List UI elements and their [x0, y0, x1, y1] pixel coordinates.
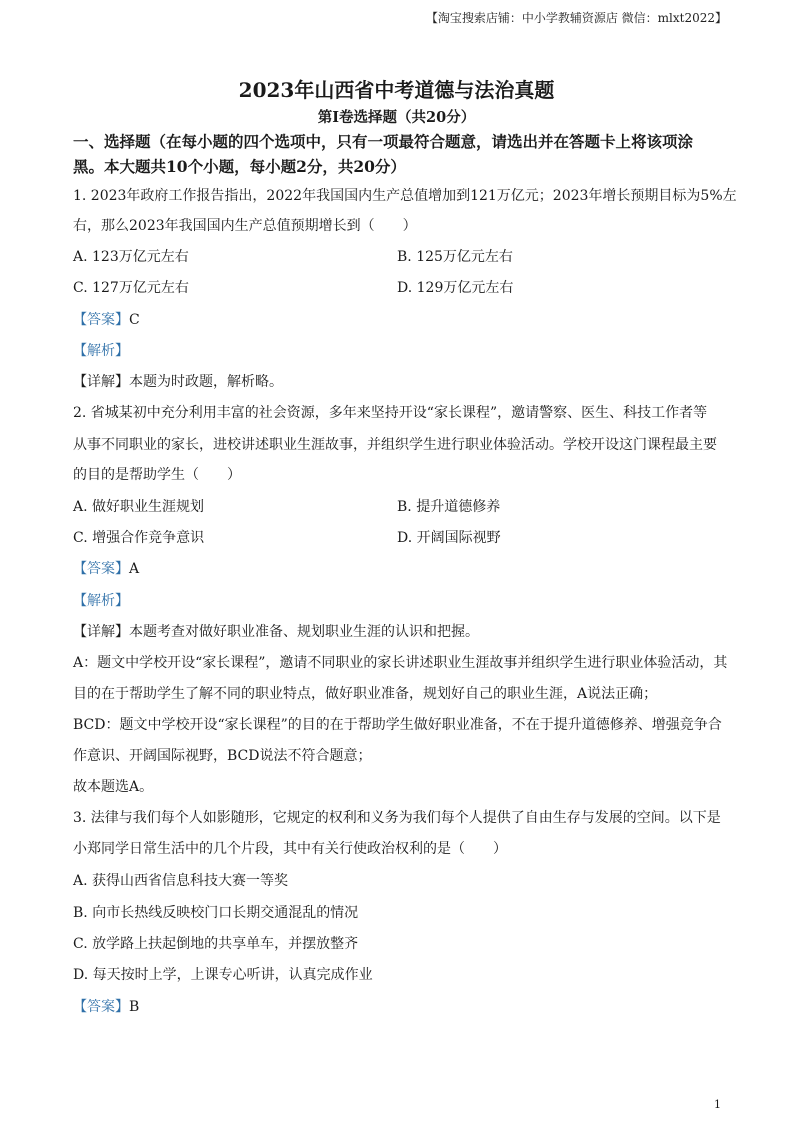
answer-label: 【答案】: [73, 312, 129, 328]
q1-answer-value: C: [129, 312, 140, 328]
q2-detail-text: 本题考查对做好职业准备、规划职业生涯的认识和把握。: [129, 624, 479, 640]
q2-explanation-line2: 目的在于帮助学生了解不同的职业特点，做好职业准备，规划好自己的职业生涯，A说法正确；: [73, 686, 658, 702]
answer-label: 【答案】: [73, 561, 129, 577]
header-note: 【淘宝搜索店铺：中小学教辅资源店 微信：mlxt2022】: [425, 11, 727, 25]
q2-option-c: C. 增强合作竞争意识: [73, 530, 205, 546]
detail-label: 【详解】: [73, 374, 129, 390]
q1-detail: [73, 371, 283, 391]
q3-stem-line2: 小郑同学日常生活中的几个片段，其中有关行使政治权利的是（ ）: [73, 841, 507, 857]
page-title: 2023年山西省中考道德与法治真题: [238, 78, 555, 102]
page-subtitle: 第Ⅰ卷选择题（共20分）: [317, 109, 476, 126]
q2-analysis-label: [73, 590, 129, 610]
q3-answer: [73, 996, 139, 1016]
detail-label: 【详解】: [73, 624, 129, 640]
q2-explanation-line3: BCD：题文中学校开设“家长课程”的目的在于帮助学生做好职业准备，不在于提升道德修养、增强竞争合: [73, 717, 722, 733]
q1-detail-text: 本题为时政题，解析略。: [129, 374, 283, 390]
analysis-label: 【解析】: [73, 593, 129, 609]
q2-option-a: A. 做好职业生涯规划: [73, 499, 205, 515]
q1-answer: [73, 309, 140, 329]
q1-stem-line1: 1. 2023年政府工作报告指出，2022年我国国内生产总值增加到121万亿元；2023年增长预期目标为5%左: [73, 188, 737, 204]
q2-answer: [73, 558, 139, 578]
q2-explanation-line4: 作意识、开阔国际视野，BCD说法不符合题意；: [73, 748, 372, 764]
analysis-label: 【解析】: [73, 343, 129, 359]
q2-stem-line1: 2. 省城某初中充分利用丰富的社会资源，多年来坚持开设“家长课程”，邀请警察、医生、科技工作者等: [73, 405, 708, 421]
section-heading-line2: 黑。本大题共10个小题，每小题2分，共20分）: [73, 157, 406, 176]
q2-option-b: B. 提升道德修养: [397, 499, 501, 515]
q1-option-d: D. 129万亿元左右: [397, 280, 514, 296]
q1-stem-line2: 右，那么2023年我国国内生产总值预期增长到（ ）: [73, 218, 417, 234]
q1-analysis-label: [73, 340, 129, 360]
q1-option-b: B. 125万亿元左右: [397, 249, 513, 265]
q2-stem-line2: 从事不同职业的家长，进校讲述职业生涯故事，并组织学生进行职业体验活动。学校开设这门课程最主要: [73, 437, 717, 453]
q2-conclusion: 故本题选A。: [73, 779, 154, 795]
q2-detail: [73, 621, 479, 641]
section-heading-line1: 一、选择题（在每小题的四个选项中，只有一项最符合题意，请选出并在答题卡上将该项涂: [73, 132, 694, 151]
q3-option-d: D. 每天按时上学，上课专心听讲，认真完成作业: [73, 967, 373, 983]
q1-option-c: C. 127万亿元左右: [73, 280, 189, 296]
q1-option-a: A. 123万亿元左右: [73, 249, 189, 265]
q2-answer-value: A: [129, 561, 140, 577]
page-number: 1: [714, 1098, 721, 1111]
q2-option-d: D. 开阔国际视野: [397, 530, 501, 546]
q2-explanation-line1: A：题文中学校开设“家长课程”，邀请不同职业的家长讲述职业生涯故事并组织学生进行职业体验活动，其: [73, 655, 728, 671]
answer-label: 【答案】: [73, 999, 129, 1015]
q3-option-c: C. 放学路上扶起倒地的共享单车，并摆放整齐: [73, 936, 359, 952]
q3-option-b: B. 向市长热线反映校门口长期交通混乱的情况: [73, 905, 359, 921]
q3-answer-value: B: [129, 999, 140, 1015]
q3-option-a: A. 获得山西省信息科技大赛一等奖: [73, 873, 289, 889]
q3-stem-line1: 3. 法律与我们每个人如影随形，它规定的权利和义务为我们每个人提供了自由生存与发展的空间。以下是: [73, 810, 721, 826]
q2-stem-line3: 的目的是帮助学生（ ）: [73, 467, 241, 483]
